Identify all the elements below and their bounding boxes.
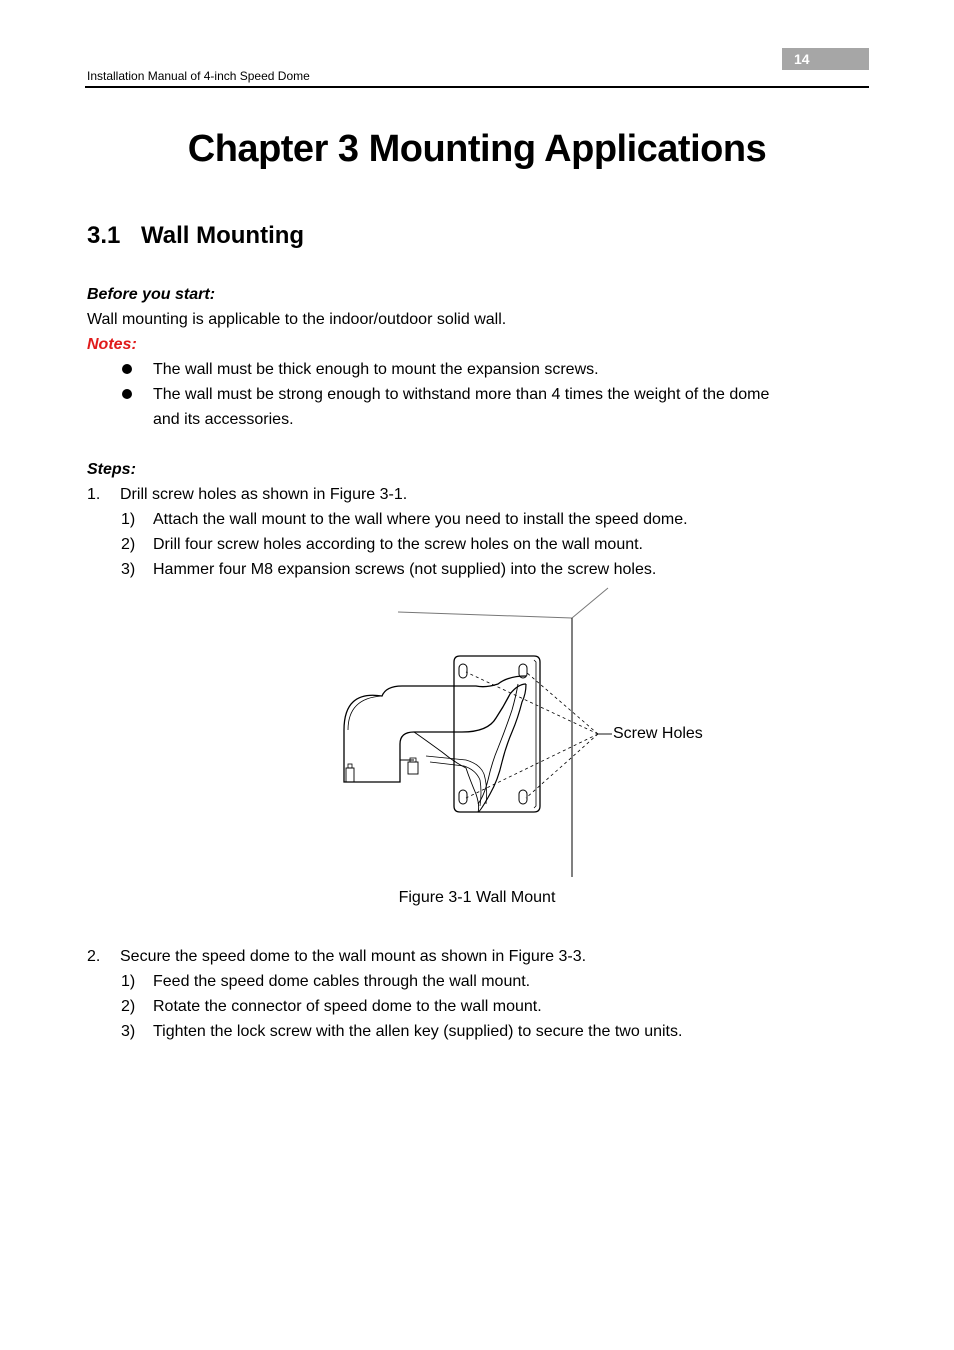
section-title: Wall Mounting xyxy=(141,222,305,249)
notes-label: Notes: xyxy=(87,336,137,353)
substep-text: Tighten the lock screw with the allen key (supplied) to secure the two units. xyxy=(153,1023,683,1040)
bullet-dot xyxy=(122,389,132,399)
before-start-label: Before you start: xyxy=(87,286,216,303)
screw-hole xyxy=(459,664,467,678)
substep-number: 2) xyxy=(121,998,136,1015)
mounting-plate xyxy=(454,656,540,812)
substep-number: 3) xyxy=(121,561,136,578)
substep-text: Rotate the connector of speed dome to the wall mount. xyxy=(153,998,542,1015)
bullet-dot xyxy=(122,364,132,374)
substep-number: 3) xyxy=(121,1023,136,1040)
wall-corner-edge xyxy=(572,588,608,618)
page-number: 14 xyxy=(794,51,810,67)
screw-hole xyxy=(519,790,527,804)
substep-text: Drill four screw holes according to the screw holes on the wall mount. xyxy=(153,536,643,553)
step-number: 2. xyxy=(87,948,101,965)
section-number: 3.1 xyxy=(87,222,121,249)
substep-number: 2) xyxy=(121,536,136,553)
step-number: 1. xyxy=(87,486,101,503)
steps-label: Steps: xyxy=(87,461,136,478)
figure-caption: Figure 3-1 Wall Mount xyxy=(398,889,556,906)
substep-text: Feed the speed dome cables through the wall mount. xyxy=(153,973,531,990)
substep-text: Hammer four M8 expansion screws (not supplied) into the screw holes. xyxy=(153,561,657,578)
wall-top-edge xyxy=(398,612,572,618)
substep-text: Attach the wall mount to the wall where you need to install the speed dome. xyxy=(153,511,688,528)
leader-lines xyxy=(466,672,598,798)
section-heading xyxy=(87,222,304,250)
screw-holes-callout: Screw Holes xyxy=(613,725,703,742)
step-text: Drill screw holes as shown in Figure 3-1. xyxy=(120,486,408,503)
running-header: Installation Manual of 4-inch Speed Dome xyxy=(87,69,310,83)
note-item-continuation: and its accessories. xyxy=(153,411,294,428)
screw-hole xyxy=(459,790,467,804)
page-number-badge xyxy=(782,48,869,70)
substep-number: 1) xyxy=(121,511,136,528)
chapter-title: Chapter 3 Mounting Applications xyxy=(187,128,767,170)
substep-number: 1) xyxy=(121,973,136,990)
header-rule xyxy=(85,86,869,88)
before-start-text: Wall mounting is applicable to the indoor/outdoor solid wall. xyxy=(87,311,507,328)
note-item: The wall must be strong enough to withstand more than 4 times the weight of the dome xyxy=(153,386,770,403)
note-item: The wall must be thick enough to mount the expansion screws. xyxy=(153,361,599,378)
arm-outline xyxy=(344,676,526,782)
step-text: Secure the speed dome to the wall mount as shown in Figure 3-3. xyxy=(120,948,587,965)
